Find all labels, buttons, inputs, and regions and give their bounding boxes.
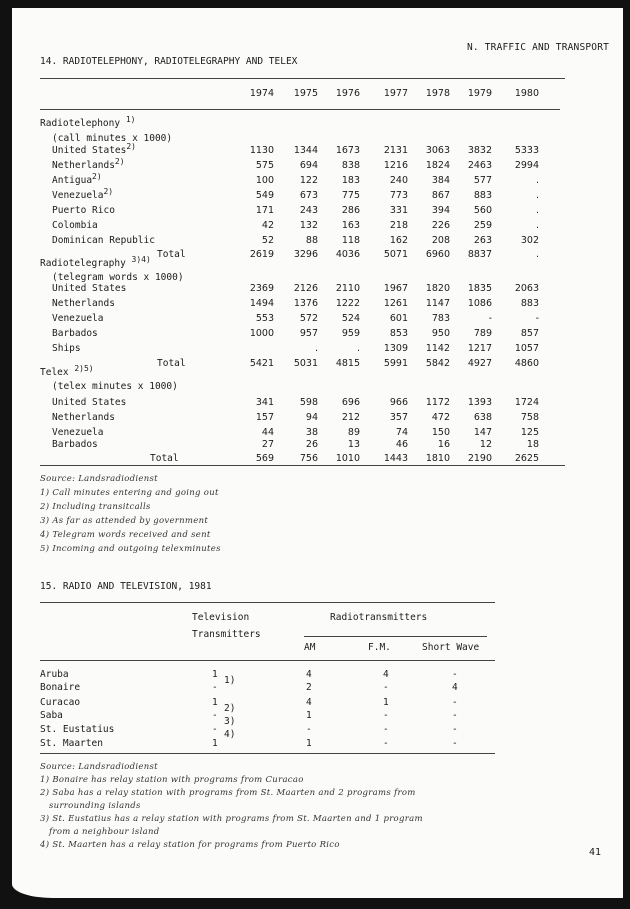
footnote-ref: 2) <box>103 187 114 196</box>
row-name: Netherlands <box>52 412 115 423</box>
table-cell: 27 <box>261 439 274 450</box>
table-cell: 1261 <box>383 298 408 309</box>
table-cell: 132 <box>299 220 318 231</box>
fm-cell: - <box>383 724 389 735</box>
group-name: Telex <box>40 367 69 378</box>
shortwave-cell: - <box>452 738 458 749</box>
total-cell: 1810 <box>425 453 450 464</box>
group-unit: (telex minutes x 1000) <box>52 381 178 392</box>
table-cell: 1967 <box>383 283 408 294</box>
table-cell: 959 <box>341 328 360 339</box>
total-cell: . <box>535 249 539 260</box>
table-cell: 2463 <box>467 160 492 171</box>
table-cell: . <box>356 343 360 354</box>
table-cell: 549 <box>255 190 274 201</box>
table-cell: 118 <box>341 235 360 246</box>
table-cell: 773 <box>389 190 408 201</box>
table-cell: 183 <box>341 175 360 186</box>
table14-title: 14. RADIOTELEPHONY, RADIOTELEGRAPHY AND TELEX <box>40 56 298 67</box>
table-cell: 46 <box>395 439 408 450</box>
table-cell: 157 <box>255 412 274 423</box>
table-row-label: Aruba <box>40 669 69 680</box>
document-page <box>12 8 623 898</box>
year-header-1974: 1974 <box>249 88 274 99</box>
fm-cell: 4 <box>383 669 389 680</box>
table-cell: 243 <box>299 205 318 216</box>
row-name: Venezuela <box>52 313 104 324</box>
table-cell: 472 <box>431 412 450 423</box>
table-cell: 638 <box>473 412 492 423</box>
table-row-label: Saba <box>40 710 63 721</box>
table-row-label: St. Eustatius <box>40 724 115 735</box>
group-label <box>40 364 94 378</box>
total-cell: 2625 <box>514 453 539 464</box>
fm-cell: - <box>383 738 389 749</box>
footnote: 2) Including transitcalls <box>40 502 151 512</box>
row-name: Venezuela <box>52 427 104 438</box>
year-header-1975: 1975 <box>293 88 318 99</box>
table-cell: 13 <box>347 439 360 450</box>
table-cell: 150 <box>431 427 450 438</box>
table-cell: 263 <box>473 235 492 246</box>
table-cell: 694 <box>299 160 318 171</box>
footnote: 4) St. Maarten has a relay station for programs from Puerto Rico <box>40 840 340 850</box>
table-cell: 1217 <box>467 343 492 354</box>
table-cell: . <box>314 343 318 354</box>
table-cell: 52 <box>261 235 274 246</box>
table-cell: 2063 <box>514 283 539 294</box>
am-cell: - <box>306 724 312 735</box>
table-cell: 2131 <box>383 145 408 156</box>
table-row-label <box>52 187 114 201</box>
row-name: Netherlands <box>52 298 115 309</box>
table-cell: . <box>535 205 539 216</box>
footnote: 4) Telegram words received and sent <box>40 530 211 540</box>
table-cell: 775 <box>341 190 360 201</box>
tv-cell: 1 <box>212 697 218 708</box>
table-cell: 1147 <box>425 298 450 309</box>
table-cell: 12 <box>479 439 492 450</box>
table-cell: 1142 <box>425 343 450 354</box>
table-cell: 598 <box>299 397 318 408</box>
table-row-label: Curacao <box>40 697 81 708</box>
table-cell: 2369 <box>249 283 274 294</box>
table-cell: 553 <box>255 313 274 324</box>
am-cell: 1 <box>306 738 312 749</box>
source-note: Source: Landsradiodienst <box>40 474 158 484</box>
table15-title: 15. RADIO AND TELEVISION, 1981 <box>40 581 212 592</box>
table-cell: 853 <box>389 328 408 339</box>
table-cell: 789 <box>473 328 492 339</box>
table-row-label <box>52 142 136 156</box>
table-cell: 2126 <box>293 283 318 294</box>
table-cell: 394 <box>431 205 450 216</box>
tv-cell: - <box>212 724 218 735</box>
table-row-label <box>52 283 126 294</box>
footnote: 1) Call minutes entering and going out <box>40 488 219 498</box>
table-cell: 147 <box>473 427 492 438</box>
table-cell: 758 <box>520 412 539 423</box>
total-cell: 569 <box>255 453 274 464</box>
table-cell: 42 <box>261 220 274 231</box>
table-cell: 577 <box>473 175 492 186</box>
table-row-label: St. Maarten <box>40 738 103 749</box>
fm-cell: - <box>383 682 389 693</box>
table-row-label <box>52 220 98 231</box>
row-name: Antigua <box>52 175 93 186</box>
table14-header-rule <box>40 109 560 110</box>
footnote: from a neighbour island <box>40 827 160 837</box>
row-name: Colombia <box>52 220 98 231</box>
am-header: AM <box>304 642 316 653</box>
shortwave-cell: - <box>452 710 458 721</box>
relay-footnote-ref: 2) <box>224 703 236 714</box>
shortwave-cell: - <box>452 669 458 680</box>
table-row-label <box>52 439 98 450</box>
table-cell: 1724 <box>514 397 539 408</box>
footnote-ref: 2) <box>126 142 136 151</box>
fm-cell: - <box>383 710 389 721</box>
table-row-label <box>52 205 115 216</box>
table-cell: 601 <box>389 313 408 324</box>
section-header: N. TRAFFIC AND TRANSPORT <box>467 42 610 53</box>
table-cell: 560 <box>473 205 492 216</box>
table-cell: 696 <box>341 397 360 408</box>
table-cell: 2110 <box>335 283 360 294</box>
table-row-label <box>52 157 125 171</box>
table-cell: 331 <box>389 205 408 216</box>
table-cell: 259 <box>473 220 492 231</box>
table-cell: 38 <box>305 427 318 438</box>
table-cell: 1216 <box>383 160 408 171</box>
total-label: Total <box>157 358 186 369</box>
total-cell: 4815 <box>335 358 360 369</box>
total-cell: 6960 <box>425 249 450 260</box>
shortwave-cell: 4 <box>452 682 458 693</box>
row-name: Dominican Republic <box>52 235 155 246</box>
year-header-1979: 1979 <box>467 88 492 99</box>
am-cell: 4 <box>306 697 312 708</box>
total-cell: 5991 <box>383 358 408 369</box>
table-cell: 783 <box>431 313 450 324</box>
table-cell: 857 <box>520 328 539 339</box>
table-row-label <box>52 397 126 408</box>
table-cell: 26 <box>305 439 318 450</box>
table-cell: 162 <box>389 235 408 246</box>
total-cell: 2190 <box>467 453 492 464</box>
footnote-ref: 2) <box>92 172 102 181</box>
table-cell: 94 <box>305 412 318 423</box>
table15-top-rule <box>40 602 495 603</box>
table-cell: 1130 <box>249 145 274 156</box>
table-cell: 1824 <box>425 160 450 171</box>
table-cell: 16 <box>437 439 450 450</box>
table-cell: 1000 <box>249 328 274 339</box>
fm-header: F.M. <box>368 642 391 653</box>
table-cell: 44 <box>261 427 274 438</box>
row-name: United States <box>52 283 127 294</box>
total-cell: 756 <box>299 453 318 464</box>
am-cell: 1 <box>306 710 312 721</box>
total-label: Total <box>150 453 179 464</box>
row-name: Netherlands <box>52 160 115 171</box>
table-row-label <box>52 328 98 339</box>
total-label: Total <box>157 249 186 260</box>
table15-header-rule <box>40 660 495 661</box>
footnote: surrounding islands <box>40 801 141 811</box>
table-cell: 100 <box>255 175 274 186</box>
total-cell: 4927 <box>467 358 492 369</box>
radio-header: Radiotransmitters <box>330 612 428 623</box>
shortwave-header: Short Wave <box>422 642 480 653</box>
table-cell: . <box>535 190 539 201</box>
tv-cell: 1 <box>212 738 218 749</box>
tv-header-line1: Television <box>192 612 250 623</box>
table-cell: 838 <box>341 160 360 171</box>
table-cell: 1057 <box>514 343 539 354</box>
table-cell: 226 <box>431 220 450 231</box>
am-cell: 2 <box>306 682 312 693</box>
table-cell: 1494 <box>249 298 274 309</box>
table14-top-rule <box>40 78 565 79</box>
table-cell: 673 <box>299 190 318 201</box>
table-cell: 74 <box>395 427 408 438</box>
row-name: United States <box>52 145 127 156</box>
table-row-label <box>52 298 115 309</box>
table-cell: 867 <box>431 190 450 201</box>
table-cell: 125 <box>520 427 539 438</box>
table15-bottom-rule <box>40 753 495 754</box>
table-cell: 524 <box>341 313 360 324</box>
table-cell: 5333 <box>514 145 539 156</box>
table-cell: - <box>488 313 492 324</box>
radio-header-rule <box>304 636 487 637</box>
table-cell: 208 <box>431 235 450 246</box>
footnote: 1) Bonaire has relay station with programs from Curacao <box>40 775 304 785</box>
relay-footnote-ref: 1) <box>224 675 236 686</box>
tv-cell: - <box>212 682 218 693</box>
table-cell: 212 <box>341 412 360 423</box>
total-cell: 5071 <box>383 249 408 260</box>
table-cell: 1393 <box>467 397 492 408</box>
table-cell: 171 <box>255 205 274 216</box>
shortwave-cell: - <box>452 724 458 735</box>
table14-bottom-rule <box>40 465 565 466</box>
tv-cell: - <box>212 710 218 721</box>
year-header-1980: 1980 <box>514 88 539 99</box>
footnote-ref: 3)4) <box>131 255 151 264</box>
relay-footnote-ref: 4) <box>224 729 236 740</box>
table-cell: 1673 <box>335 145 360 156</box>
year-header-1976: 1976 <box>335 88 360 99</box>
table-cell: . <box>535 175 539 186</box>
table-cell: 2994 <box>514 160 539 171</box>
table-cell: 18 <box>526 439 539 450</box>
table-cell: 1835 <box>467 283 492 294</box>
table-cell: 89 <box>347 427 360 438</box>
total-cell: 5842 <box>425 358 450 369</box>
table-cell: 575 <box>255 160 274 171</box>
table-cell: 572 <box>299 313 318 324</box>
table-cell: 163 <box>341 220 360 231</box>
table-row-label <box>52 412 115 423</box>
table-cell: . <box>535 220 539 231</box>
table-row-label <box>52 172 102 186</box>
total-cell: 1443 <box>383 453 408 464</box>
table-row-label <box>52 235 155 246</box>
row-name: Venezuela <box>52 190 104 201</box>
table-cell: 3063 <box>425 145 450 156</box>
table-cell: 3832 <box>467 145 492 156</box>
year-header-1977: 1977 <box>383 88 408 99</box>
group-label <box>40 115 136 129</box>
footnote-ref: 2) <box>114 157 125 166</box>
relay-footnote-ref: 3) <box>224 716 236 727</box>
table-cell: 88 <box>305 235 318 246</box>
group-name: Radiotelephony <box>40 118 121 129</box>
table-cell: - <box>535 313 539 324</box>
year-header-1978: 1978 <box>425 88 450 99</box>
table-cell: 384 <box>431 175 450 186</box>
group-unit: (telegram words x 1000) <box>52 272 184 283</box>
table-row-label <box>52 427 103 438</box>
footnote-ref: 1) <box>125 115 136 124</box>
table-cell: 883 <box>520 298 539 309</box>
source-note: Source: Landsradiodienst <box>40 762 158 772</box>
table-cell: 218 <box>389 220 408 231</box>
total-cell: 4036 <box>335 249 360 260</box>
footnote: 2) Saba has a relay station with programs from St. Maarten and 2 programs from <box>40 788 416 798</box>
table-cell: 1309 <box>383 343 408 354</box>
table-row-label: Bonaire <box>40 682 81 693</box>
footnote: 5) Incoming and outgoing telexminutes <box>40 544 221 554</box>
page-number: 41 <box>589 847 602 858</box>
row-name: Ships <box>52 343 81 354</box>
footnote: 3) As far as attended by government <box>40 516 209 526</box>
group-unit: (call minutes x 1000) <box>52 133 173 144</box>
am-cell: 4 <box>306 669 312 680</box>
fm-cell: 1 <box>383 697 389 708</box>
total-cell: 5031 <box>293 358 318 369</box>
table-cell: 1344 <box>293 145 318 156</box>
total-cell: 4860 <box>514 358 539 369</box>
table-cell: 966 <box>389 397 408 408</box>
row-name: Barbados <box>52 328 98 339</box>
table-row-label <box>52 313 103 324</box>
row-name: Barbados <box>52 439 98 450</box>
table-cell: 286 <box>341 205 360 216</box>
table-cell: 1086 <box>467 298 492 309</box>
table-cell: 357 <box>389 412 408 423</box>
group-name: Radiotelegraphy <box>40 258 126 269</box>
table-cell: 950 <box>431 328 450 339</box>
tv-header-line2: Transmitters <box>192 629 261 640</box>
tv-cell: 1 <box>212 669 218 680</box>
table-cell: 122 <box>299 175 318 186</box>
total-cell: 5421 <box>249 358 274 369</box>
total-cell: 1010 <box>335 453 360 464</box>
row-name: United States <box>52 397 127 408</box>
table-cell: 1376 <box>293 298 318 309</box>
table-cell: 1222 <box>335 298 360 309</box>
footnote-ref: 2)5) <box>74 364 94 373</box>
table-cell: 1820 <box>425 283 450 294</box>
footnote: 3) St. Eustatius has a relay station with programs from St. Maarten and 1 program <box>40 814 423 824</box>
total-cell: 3296 <box>293 249 318 260</box>
total-cell: 8837 <box>467 249 492 260</box>
total-cell: 2619 <box>249 249 274 260</box>
table-cell: 240 <box>389 175 408 186</box>
table-cell: 957 <box>299 328 318 339</box>
table-cell: 341 <box>255 397 274 408</box>
shortwave-cell: - <box>452 697 458 708</box>
table-row-label <box>52 343 81 354</box>
table-cell: 302 <box>520 235 539 246</box>
row-name: Puerto Rico <box>52 205 115 216</box>
table-cell: 883 <box>473 190 492 201</box>
table-cell: 1172 <box>425 397 450 408</box>
group-label <box>40 255 151 269</box>
